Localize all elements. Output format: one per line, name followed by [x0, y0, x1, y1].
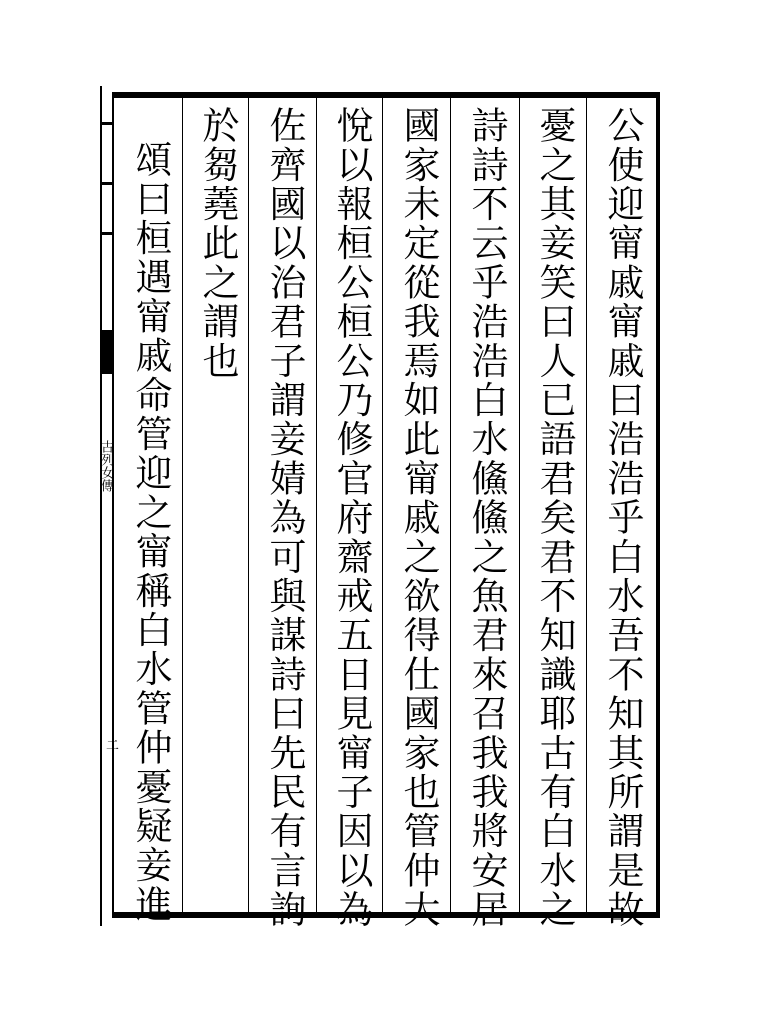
text-column-5: 悅以報桓公桓公乃修官府齋戒五日見甯子因以為 [330, 106, 373, 930]
column-rule [586, 98, 587, 912]
text-column-4: 國家未定從我焉如此甯戚之欲得仕國家也管仲大 [397, 106, 440, 930]
column-rule [182, 98, 183, 912]
page-number: 二 [103, 738, 118, 751]
column-rule [316, 98, 317, 912]
text-frame [112, 92, 660, 930]
column-rule [450, 98, 451, 912]
column-rule [519, 98, 520, 912]
text-column-8: 頌曰桓遇甯戚命管迎之甯稱白水管仲憂疑妾進 [129, 140, 172, 924]
text-column-6: 佐齊國以治君子謂妾婧為可與謀詩曰先民有言詢 [263, 106, 306, 930]
text-column-1: 公使迎甯戚甯戚曰浩浩乎白水吾不知其所謂是故 [601, 106, 644, 930]
text-column-7: 於芻蕘此之謂也 [196, 106, 239, 381]
column-rule [248, 98, 249, 912]
text-column-2: 憂之其妾笑曰人已語君矣君不知識耶古有白水之 [533, 106, 576, 930]
text-column-3: 詩詩不云乎浩浩白水鯈鯈之魚君來召我我將安居 [465, 106, 508, 930]
column-rule [382, 98, 383, 912]
gutter-title: 古列女傳 [98, 440, 113, 492]
